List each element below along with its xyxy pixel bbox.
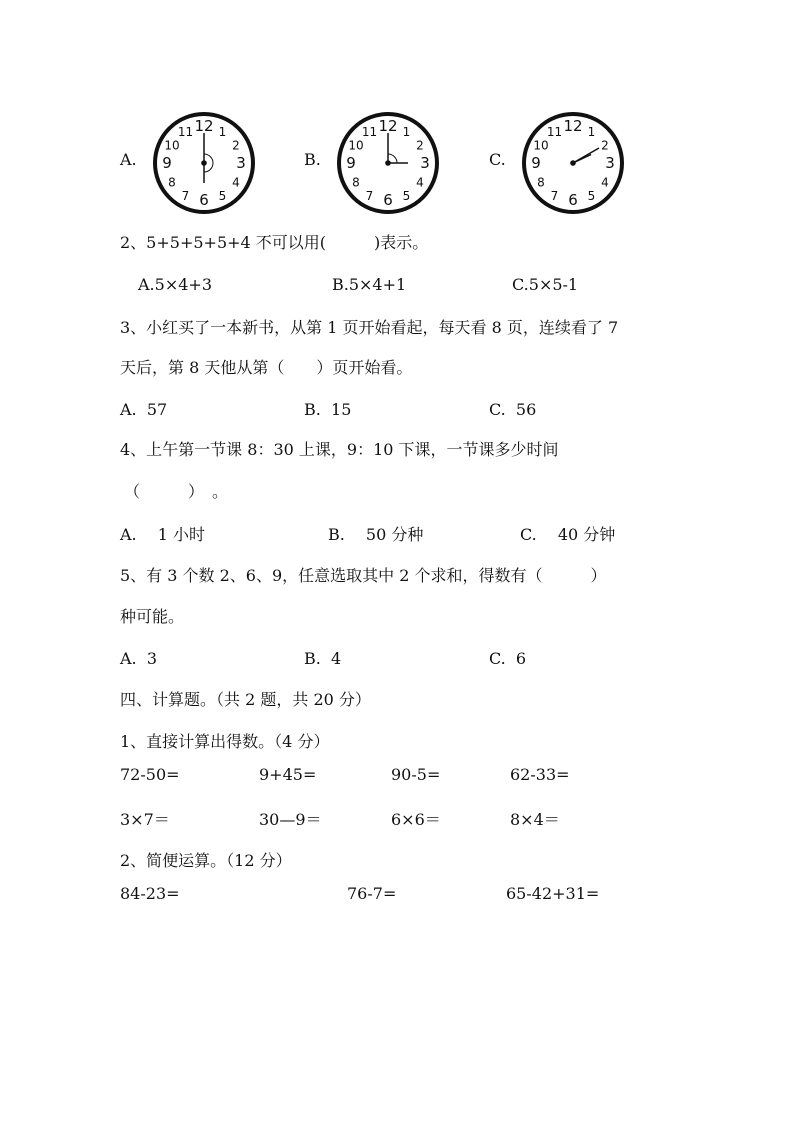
clock-center-dot (570, 160, 576, 166)
clock-number: 9 (531, 154, 541, 172)
clock-number: 3 (236, 154, 246, 172)
clock-number: 5 (587, 189, 596, 203)
clock-b-face (335, 110, 441, 216)
q5-option-b: B. 4 (304, 649, 342, 668)
q5-option-a: A. 3 (120, 649, 157, 668)
clock-c (520, 110, 626, 216)
clock-number: 8 (168, 175, 176, 190)
clock-number: 11 (177, 125, 194, 139)
clock-number: 2 (601, 138, 609, 153)
clock-option-c-label: C. (489, 150, 506, 169)
section4-title: 四、计算题。（共 2 题，共 20 分） (120, 690, 371, 709)
clock-number: 7 (365, 189, 374, 203)
q4-option-b: B. 50 分种 (328, 525, 424, 544)
clock-number: 5 (402, 189, 411, 203)
clock-a (151, 110, 257, 216)
calc-row3-item2: 76-7= (347, 884, 397, 903)
q4-option-a: A. 1 小时 (120, 525, 205, 544)
calc-row3-item3: 65-42+31= (506, 884, 600, 903)
clock-number: 4 (601, 175, 609, 190)
q3-option-c: C. 56 (489, 400, 537, 419)
clock-number: 7 (181, 189, 190, 203)
clock-number: 5 (218, 189, 227, 203)
clock-number: 4 (232, 175, 240, 190)
clock-a-face (151, 110, 257, 216)
calc-row1-item1: 72-50= (120, 765, 180, 784)
clock-number: 12 (378, 117, 398, 135)
q4-stem-line1: 4、上午第一节课 8：30 上课，9：10 下课，一节课多少时间 (120, 440, 559, 459)
clock-center-dot (201, 160, 207, 166)
calc-row2-item3: 6×6＝ (391, 810, 441, 829)
clock-number: 8 (352, 175, 360, 190)
clock-number: 12 (194, 117, 214, 135)
clock-number: 6 (383, 191, 393, 209)
clock-number: 9 (346, 154, 356, 172)
clock-number: 10 (533, 138, 549, 153)
q5-option-c: C. 6 (489, 649, 527, 668)
clock-number: 6 (568, 191, 578, 209)
clock-number: 9 (162, 154, 172, 172)
clock-c-face (520, 110, 626, 216)
q2-option-a: A.5×4+3 (138, 275, 212, 294)
calc-row1-item4: 62-33= (510, 765, 570, 784)
clock-number: 10 (164, 138, 180, 153)
clock-number: 3 (420, 154, 430, 172)
calc-row2-item4: 8×4＝ (510, 810, 560, 829)
hour-hand (573, 155, 591, 164)
clock-option-a-label: A. (120, 150, 137, 169)
q2-option-c: C.5×5-1 (512, 275, 579, 294)
clock-center-dot (385, 160, 391, 166)
q2-stem: 2、5+5+5+5+4 不可以用( )表示。 (120, 233, 429, 252)
clock-number: 4 (416, 175, 424, 190)
clock-number: 2 (232, 138, 240, 153)
calc-row1-item3: 90-5= (391, 765, 441, 784)
clock-number: 1 (402, 125, 411, 139)
clock-number: 3 (605, 154, 615, 172)
q3-stem-line2: 天后，第 8 天他从第（ ）页开始看。 (120, 358, 413, 377)
clock-option-b-label: B. (304, 150, 321, 169)
q2-option-b: B.5×4+1 (332, 275, 407, 294)
q4-option-c: C. 40 分钟 (520, 525, 616, 544)
calc-row2-item2: 30—9＝ (259, 810, 322, 829)
clock-number: 1 (218, 125, 227, 139)
clock-number: 6 (199, 191, 209, 209)
clock-b (335, 110, 441, 216)
clock-number: 2 (416, 138, 424, 153)
clock-number: 10 (348, 138, 364, 153)
q3-option-b: B. 15 (304, 400, 352, 419)
calc-row1-item2: 9+45= (259, 765, 317, 784)
clock-number: 7 (550, 189, 559, 203)
q5-stem-line2: 种可能。 (120, 607, 185, 626)
clock-number: 12 (563, 117, 583, 135)
clock-number: 1 (587, 125, 596, 139)
q5-stem-line1: 5、有 3 个数 2、6、9，任意选取其中 2 个求和，得数有（ ） (120, 566, 607, 585)
clock-number: 11 (361, 125, 378, 139)
clock-number: 8 (537, 175, 545, 190)
q3-stem-line1: 3、小红买了一本新书，从第 1 页开始看起，每天看 8 页，连续看了 7 (120, 318, 619, 337)
q3-option-a: A. 57 (120, 400, 168, 419)
calc-row2-item1: 3×7＝ (120, 810, 170, 829)
calc-row3-item1: 84-23= (120, 884, 180, 903)
q4-stem-line2: （ ） 。 (124, 482, 229, 501)
section4-q2-title: 2、简便运算。（12 分） (120, 851, 292, 870)
clock-number: 11 (546, 125, 563, 139)
section4-q1-title: 1、直接计算出得数。（4 分） (120, 732, 330, 751)
